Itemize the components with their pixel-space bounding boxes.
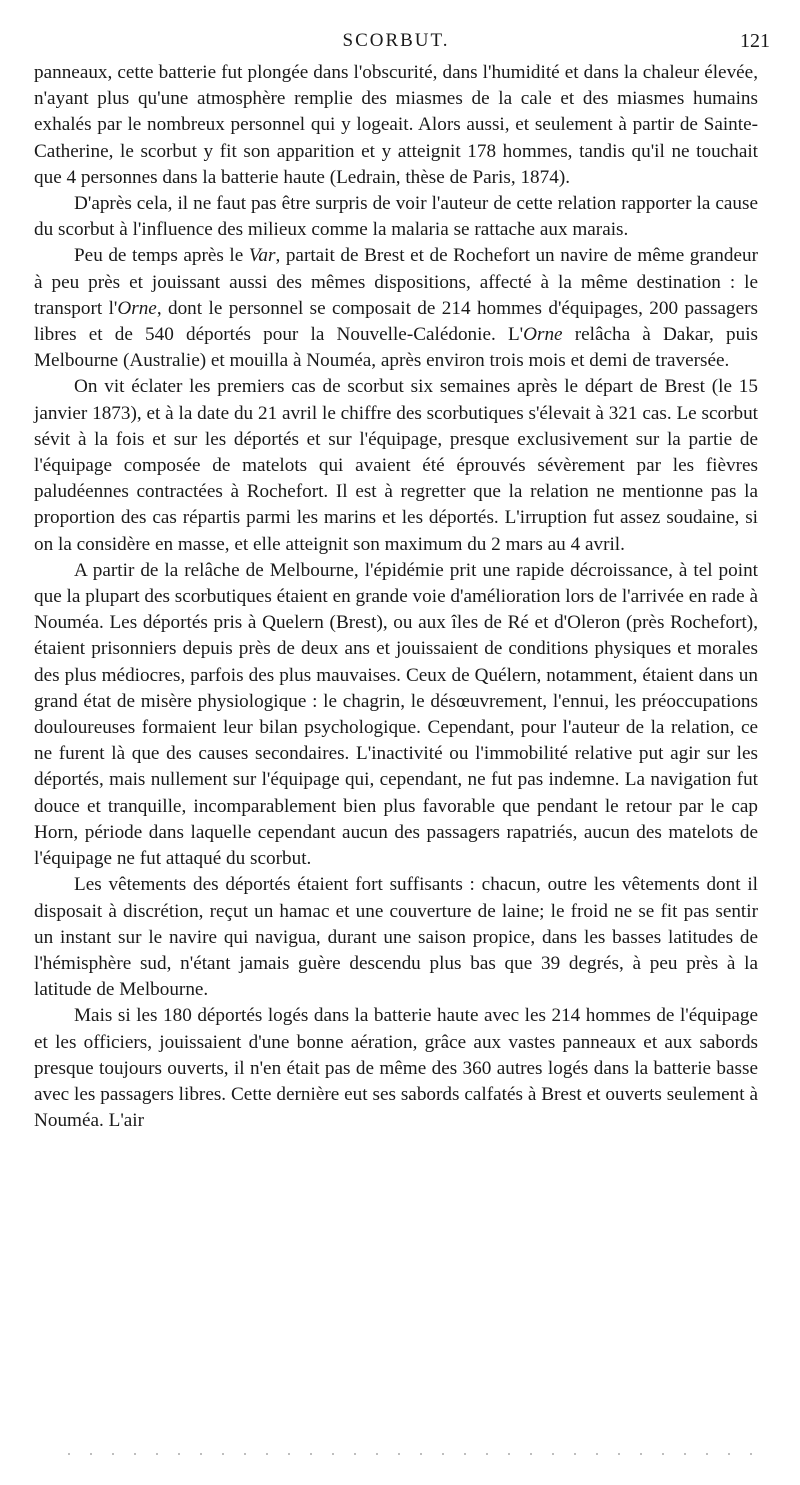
- ship-name: Var: [248, 245, 276, 267]
- paragraph: Mais si les 180 déportés logés dans la batterie haute avec les 214 hommes de l'équipage et les officiers, jouissaient d'une bonne aération, grâce aux vastes panneaux et aux sabords presque toujours ouverts, il n'en était pas de même des 360 autres logés dans la batterie basse avec les passagers libres. Cette dernière eut ses sabords calfatés à Brest et ouverts seulement à Nouméa. L'air: [34, 1005, 758, 1132]
- ship-name: Orne: [523, 324, 563, 346]
- paragraph-continuation: panneaux, cette batterie fut plongée dans l'obscurité, dans l'humidité et dans la chaleur élevée, n'ayant plus qu'une atmosphère remplie des miasmes de la cale et des miasmes humains exhalés par le nombreux personnel qui y logeait. Alors aussi, et seulement à partir de Sainte-Catherine, le scorbut y fit son apparition et y atteignit 178 hommes, tandis qu'il ne touchait que 4 personnes dans la batterie haute (Ledrain, thèse de Paris, 1874).: [34, 62, 758, 188]
- paragraph: Les vêtements des déportés étaient fort suffisants : chacun, outre les vêtements dont il disposait à discrétion, reçut un hamac et une couverture de laine; le froid ne se fit pas sentir un instant sur le navire qui navigua, durant une saison propice, dans les basses latitudes de l'hémisphère sud, n'étant jamais guère descendu plus bas que 39 degrés, à peu près à la latitude de Melbourne.: [34, 874, 758, 1001]
- paragraph: A partir de la relâche de Melbourne, l'épidémie prit une rapide décroissance, à tel point que la plupart des scorbutiques étaient en grande voie d'amélioration lors de l'arrivée en rade à Nouméa. Les déportés pris à Quelern (Brest), ou aux îles de Ré et d'Oleron (près Rochefort), étaient prisonniers depuis près de deux ans et jouissaient de conditions physiques et morales des plus médiocres, parfois des plus mauvaises. Ceux de Quélern, notamment, étaient dans un grand état de misère physiologique : le chagrin, le désœuvrement, l'ennui, les préoccupations douloureuses formaient leur bilan psychologique. Cependant, pour l'auteur de la relation, ce ne furent là que des causes secondaires. L'inactivité ou l'immobilité relative put agir sur les déportés, mais nullement sur l'équipage qui, cependant, ne fut pas indemne. La navigation fut douce et tranquille, incomparablement bien plus favorable que pendant le retour par le cap Horn, période dans laquelle cependant aucun des passagers rapatriés, aucun des matelots de l'équipage ne fut attaqué du scorbut.: [34, 559, 758, 870]
- paragraph: On vit éclater les premiers cas de scorbut six semaines après le départ de Brest (le 15 janvier 1873), et à la date du 21 avril le chiffre des scorbutiques s'élevait à 321 cas. Le scorbut sévit à la fois et sur les déportés et sur l'équipage, presque exclusivement sur la partie de l'équipage composée de matelots qui avaient été éprouvés sévèrement par les fièvres paludéennes contractées à Rochefort. Il est à regretter que la relation ne mentionne pas la proportion des cas répartis parmi les marins et les déportés. L'irruption fut assez soudaine, si on la considère en masse, et elle atteignit son maximum du 2 mars au 4 avril.: [34, 376, 758, 555]
- paragraph: D'après cela, il ne faut pas être surpris de voir l'auteur de cette relation rapporter la cause du scorbut à l'influence des milieux comme la malaria se rattache aux marais.: [34, 193, 758, 241]
- body-text: [34, 60, 758, 1134]
- running-head: [34, 30, 770, 60]
- page-number: 121: [740, 30, 770, 52]
- book-page: [34, 30, 770, 1134]
- ship-name: Orne: [117, 297, 157, 319]
- running-title: SCORBUT.: [342, 30, 450, 51]
- scan-noise-decoration: [58, 1452, 770, 1456]
- paragraph: Peu de temps après le Var, partait de Brest et de Rochefort un navire de même grandeur à peu près et jouissant aussi des mêmes dispositions, affecté à la même destination : le transport l'Orne, dont le personnel se composait de 214 hommes d'équipages, 200 passagers libres et de 540 déportés pour la Nouvelle-Calédonie. L'Orne relâcha à Dakar, puis Melbourne (Australie) et mouilla à Nouméa, après environ trois mois et demi de traversée.: [34, 245, 758, 372]
